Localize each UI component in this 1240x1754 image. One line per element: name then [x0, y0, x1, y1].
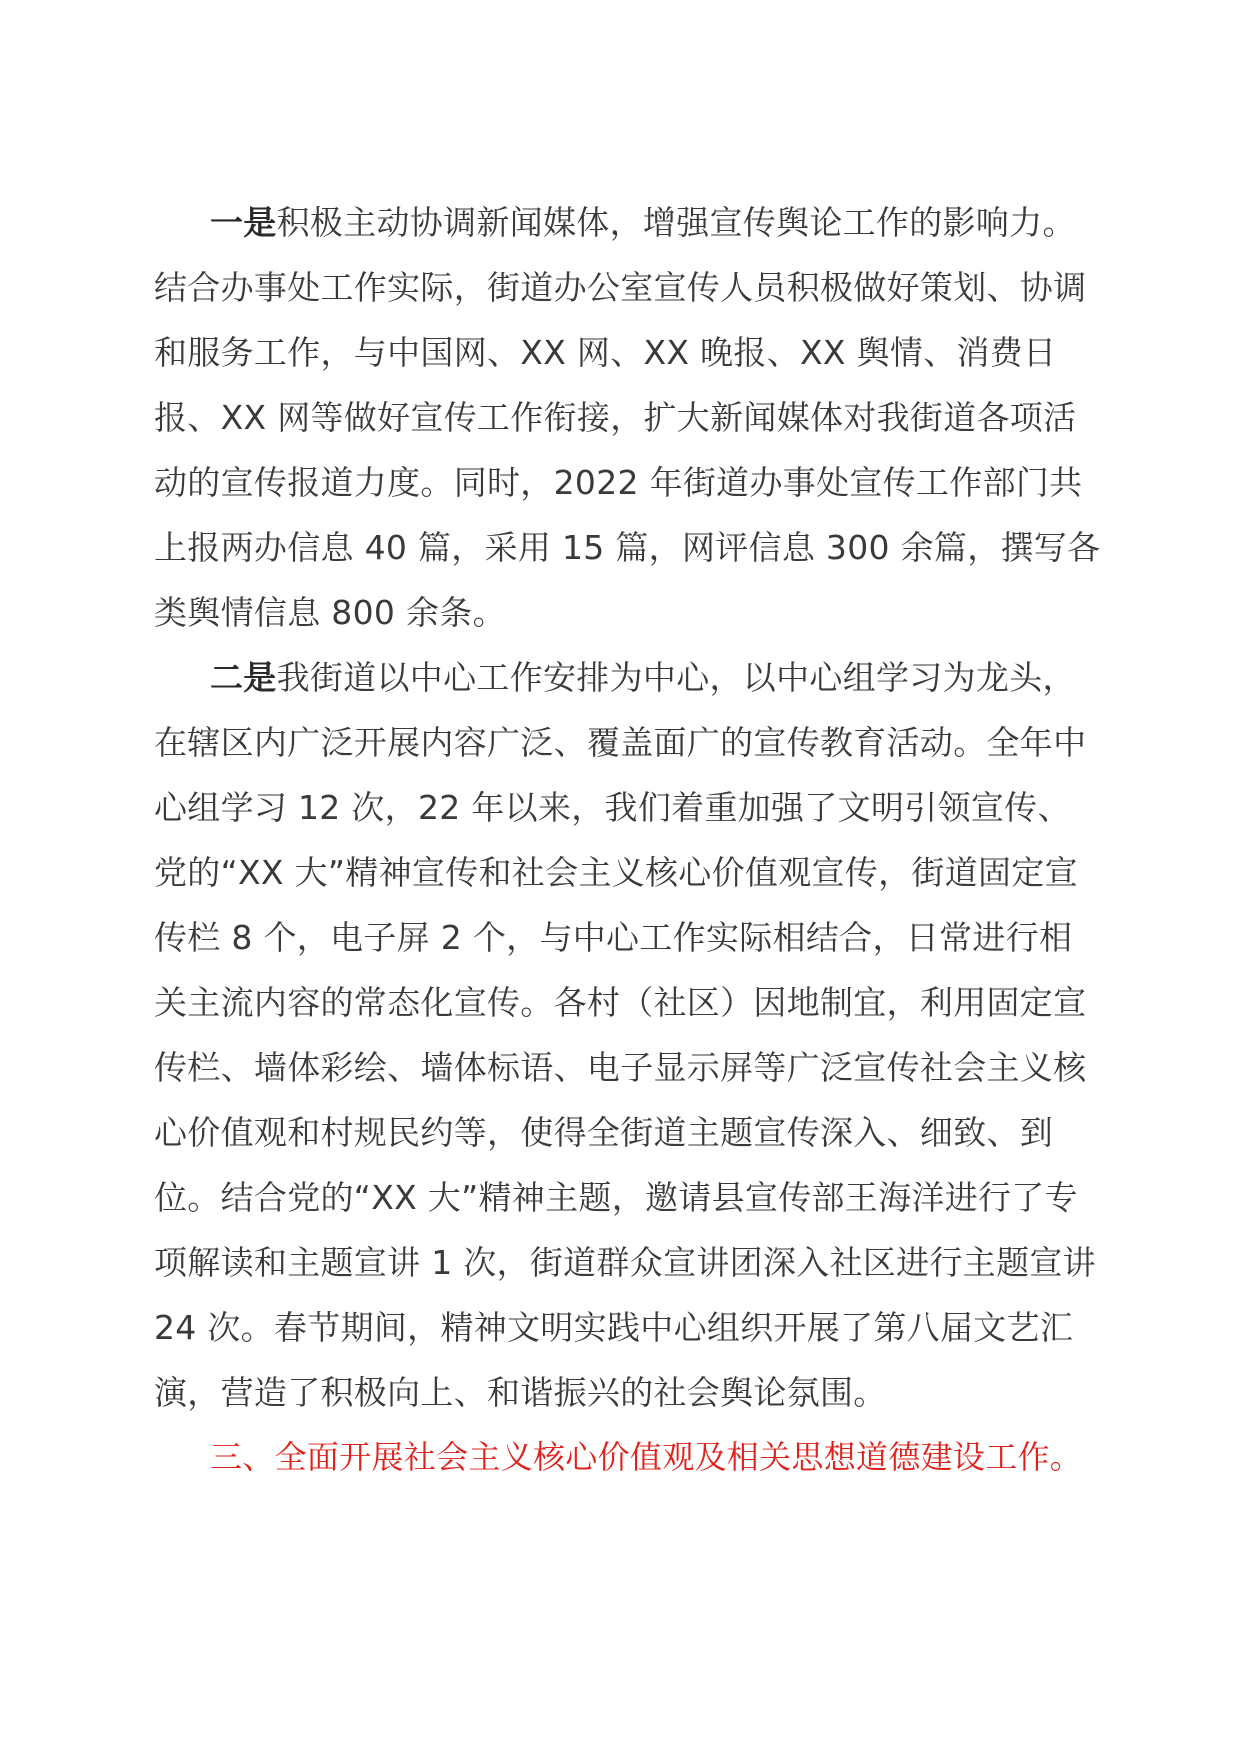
paragraph-one-lead: 一是 — [210, 203, 277, 242]
paragraph-two-lead: 二是 — [210, 658, 277, 697]
paragraph-one-body: 积极主动协调新闻媒体，增强宣传舆论工作的影响力。结合办事处工作实际，街道办公室宣传人员积极做好策划、协调和服务工作，与中国网、XX 网、XX 晚报、XX 舆情、消费日报、XX 网等做好宣传工作衔接，扩大新闻媒体对我街道各项活动的宣传报道力度。同时，2022 年街道办事处宣传工作部门共上报两办信息 40 篇，采用 15 篇，网评信息 300 余篇，撰写各类舆情信息 800 余条。 — [154, 203, 1101, 632]
paragraph-two-body: 我街道以中心工作安排为中心，以中心组学习为龙头，在辖区内广泛开展内容广泛、覆盖面广的宣传教育活动。全年中心组学习 12 次，22 年以来，我们着重加强了文明引领宣传、党的“XX 大”精神宣传和社会主义核心价值观宣传，街道固定宣传栏 8 个，电子屏 2 个，与中心工作实际相结合，日常进行相关主流内容的常态化宣传。各村（社区）因地制宜，利用固定宣传栏、墙体彩绘、墙体标语、电子显示屏等广泛宣传社会主义核心价值观和村规民约等，使得全街道主题宣传深入、细致、到位。结合党的“XX 大”精神主题，邀请县宣传部王海洋进行了专项解读和主题宣讲 1 次，街道群众宣讲团深入社区进行主题宣讲 24 次。春节期间，精神文明实践中心组织开展了第八届文艺汇演，营造了积极向上、和谐振兴的社会舆论氛围。 — [154, 658, 1096, 1412]
paragraph-one — [154, 190, 1104, 645]
paragraph-two — [154, 645, 1104, 1425]
section-heading: 三、全面开展社会主义核心价值观及相关思想道德建设工作。 — [210, 1438, 1083, 1476]
document-page — [154, 190, 1104, 1490]
